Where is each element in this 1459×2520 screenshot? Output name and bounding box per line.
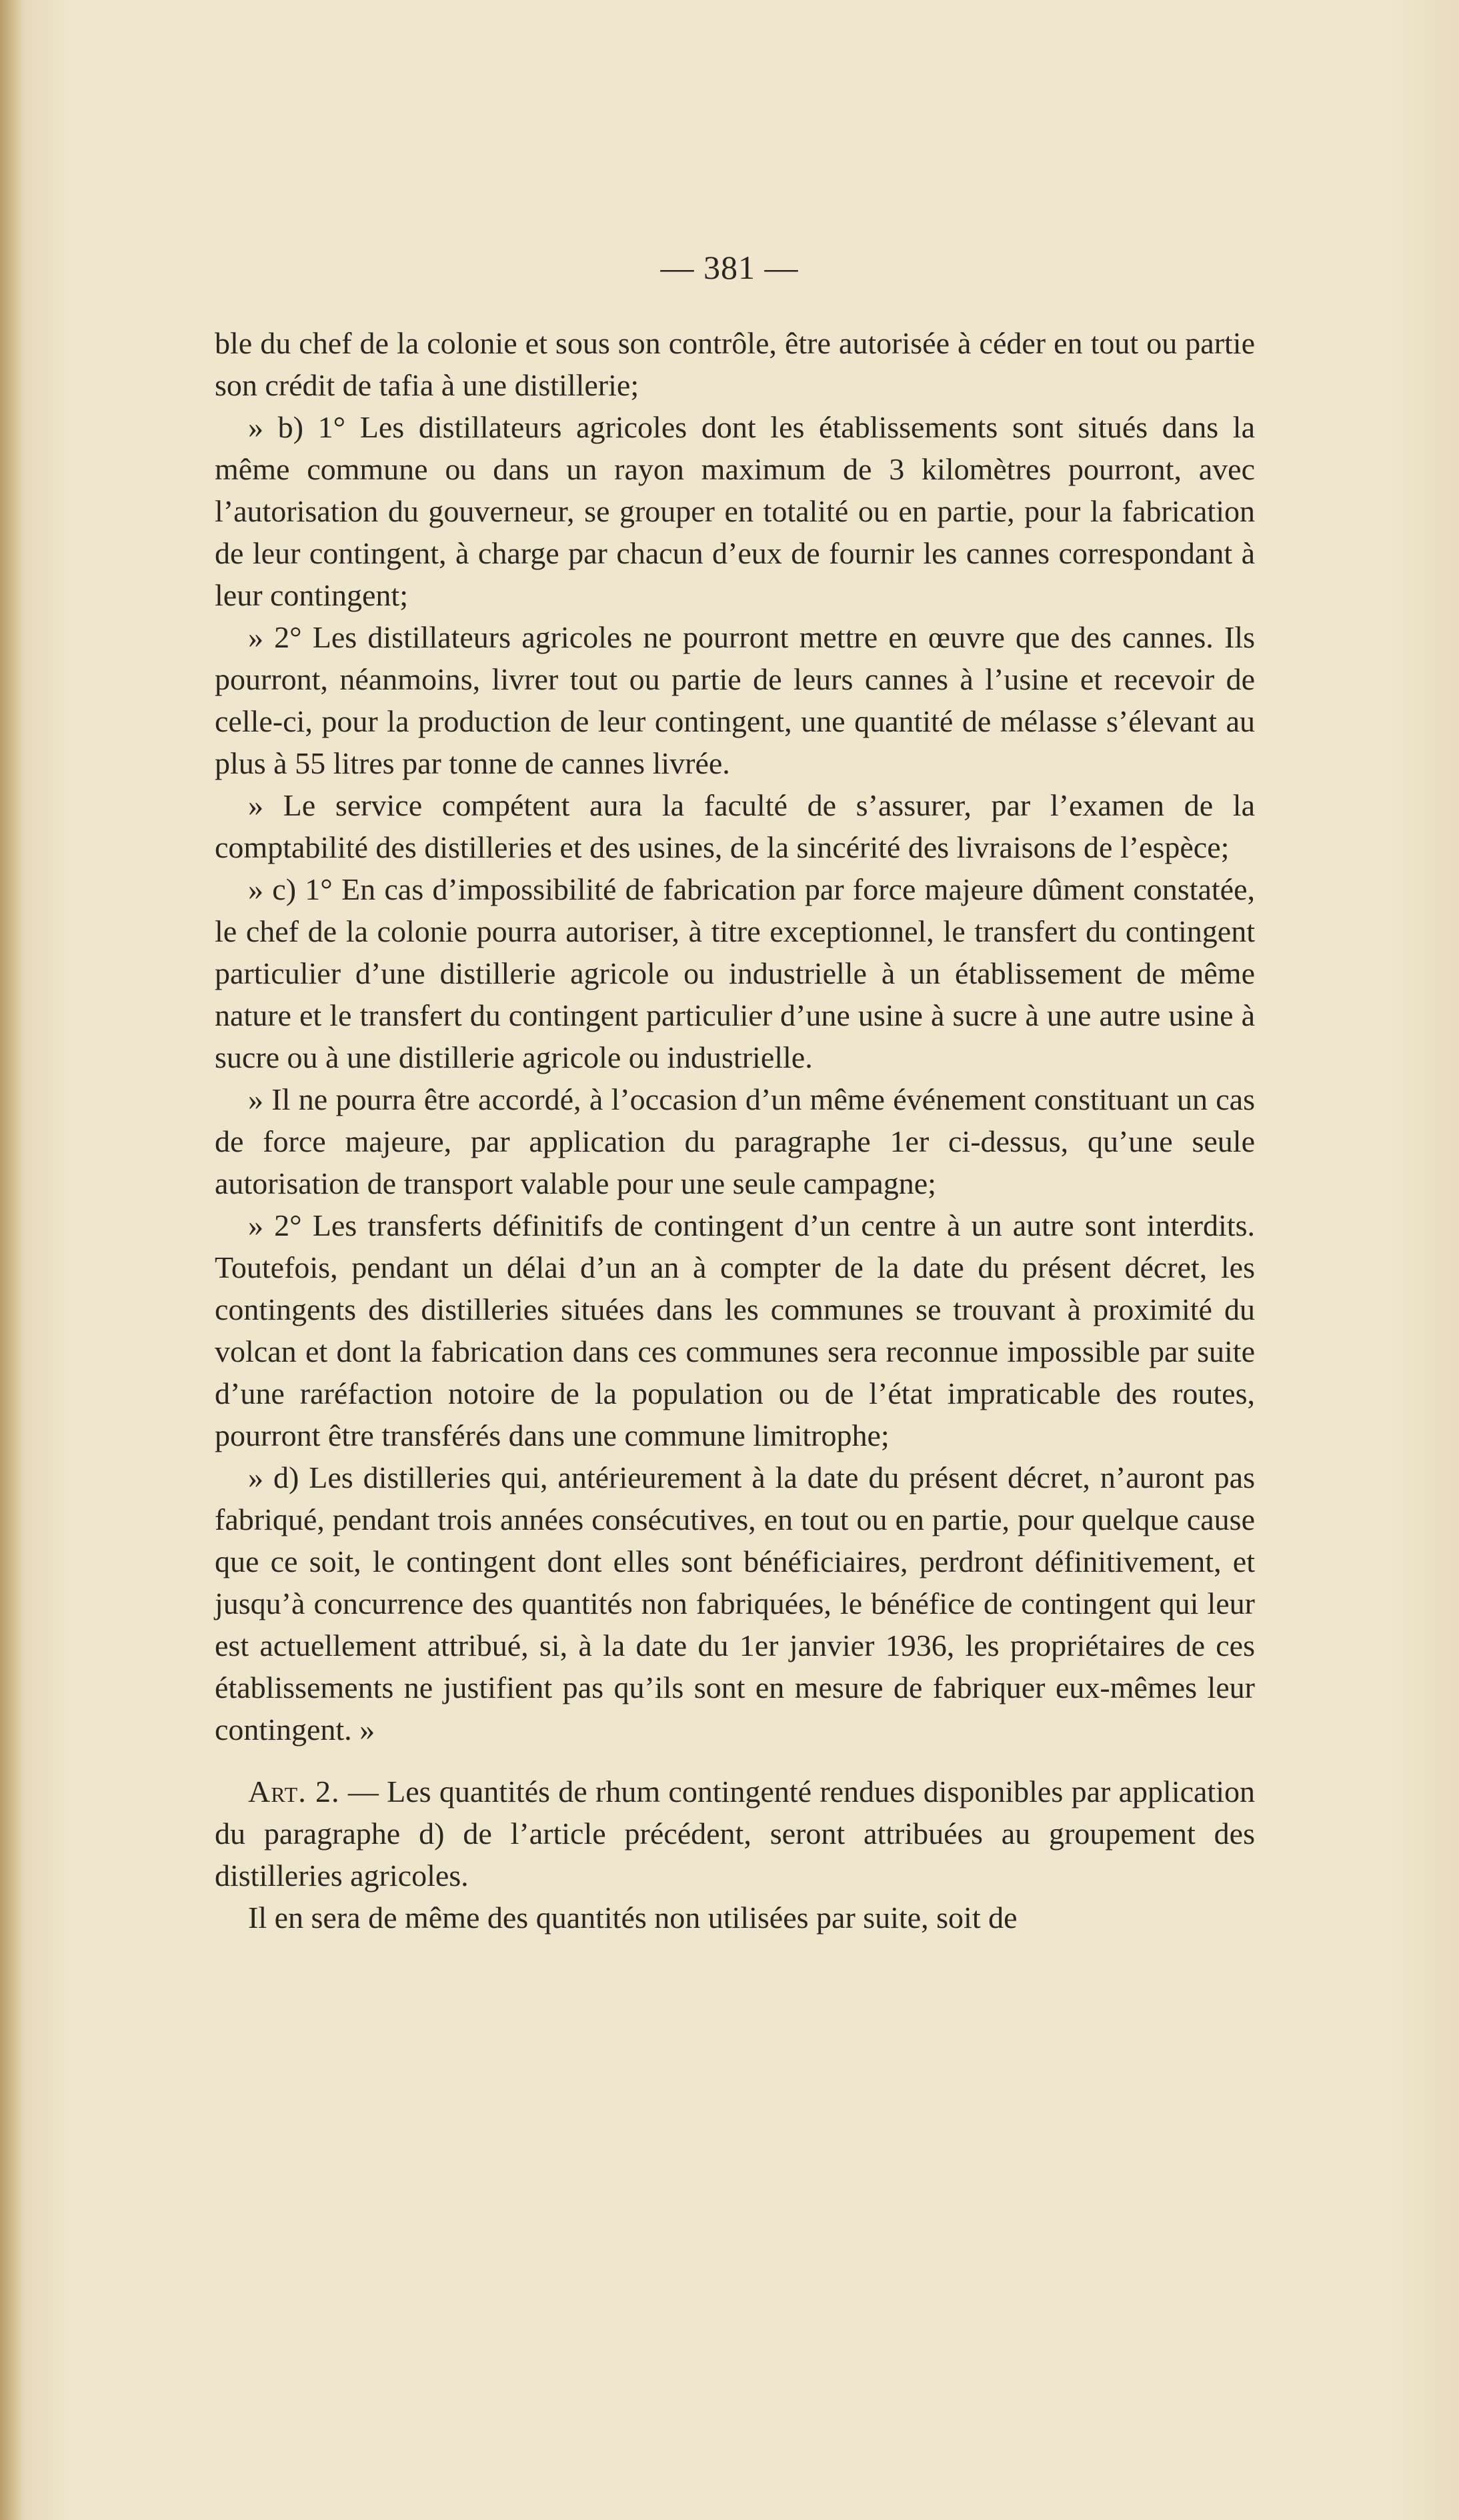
paragraph-force-majeure: » Il ne pourra être accordé, à l’occasion d’un même événement constituant un cas de force majeure, par application du paragraphe 1er ci-dessus, qu’une seule autorisation de transport valable pour une seule campagne; bbox=[215, 1082, 1255, 1200]
body-text bbox=[215, 322, 1255, 1939]
paragraph-b2: » 2° Les distillateurs agricoles ne pourront mettre en œuvre que des cannes. Ils pourront, néanmoins, livrer tout ou partie de leurs cannes à l’usine et recevoir de celle-ci, pour la production de leur contingent, une quantité de mélasse s’élevant au plus à 55 litres par tonne de cannes livrée. bbox=[215, 620, 1255, 780]
paragraph-last: Il en sera de même des quantités non utilisées par suite, soit de bbox=[248, 1901, 1018, 1935]
paragraph-continuation: ble du chef de la colonie et sous son contrôle, être autorisée à céder en tout ou partie son crédit de tafia à une distillerie; bbox=[215, 326, 1255, 402]
article-text: — Les quantités de rhum contingenté rendues disponibles par application du paragraphe d) de l’article précédent, seront attribuées au groupement des distilleries agricoles. bbox=[215, 1774, 1255, 1893]
paragraph-c2: » 2° Les transferts définitifs de contingent d’un centre à un autre sont interdits. Toutefois, pendant un délai d’un an à compter de la date du présent décret, les contingents des distilleries situées dans les communes se trouvant à proximité du volcan et dont la fabrication dans ces communes sera reconnue impossible par suite d’une raréfaction notoire de la population ou de l’état impraticable des routes, pourront être transférés dans une commune limitrophe; bbox=[215, 1208, 1255, 1452]
article-2-paragraph bbox=[215, 1770, 1255, 1897]
paragraph-c1: » c) 1° En cas d’impossibilité de fabrication par force majeure dûment constatée, le chef de la colonie pourra autoriser, à titre exceptionnel, le transfert du contingent particulier d’une distillerie agricole ou industrielle à un établissement de même nature et le transfert du contingent particulier d’une usine à sucre à une autre usine à sucre ou à une distillerie agricole ou industrielle. bbox=[215, 872, 1255, 1074]
page-number: — 381 — bbox=[660, 249, 799, 286]
article-label: Art. 2. bbox=[248, 1774, 340, 1808]
paragraph-service: » Le service compétent aura la faculté de s’assurer, par l’examen de la comptabilité des distilleries et des usines, de la sincérité des livraisons de l’espèce; bbox=[215, 788, 1255, 864]
paragraph-d: » d) Les distilleries qui, antérieurement à la date du présent décret, n’auront pas fabriqué, pendant trois années consécutives, en tout ou en partie, pour quelque cause que ce soit, le contingent dont elles sont bénéficiaires, perdront définitivement, et jusqu’à concurrence des quantités non fabriquées, le bénéfice de contingent qui leur est actuellement attribué, si, à la date du 1er janvier 1936, les propriétaires de ces établissements ne justifient pas qu’ils sont en mesure de fabriquer eux-mêmes leur contingent. » bbox=[215, 1460, 1255, 1746]
paragraph-b1: » b) 1° Les distillateurs agricoles dont les établissements sont situés dans la même commune ou dans un rayon maximum de 3 kilomètres pourront, avec l’autorisation du gouverneur, se grouper en totalité ou en partie, pour la fabrication de leur contingent, à charge par chacun d’eux de fournir les cannes correspondant à leur contingent; bbox=[215, 410, 1255, 612]
binding-edge bbox=[0, 0, 23, 2520]
